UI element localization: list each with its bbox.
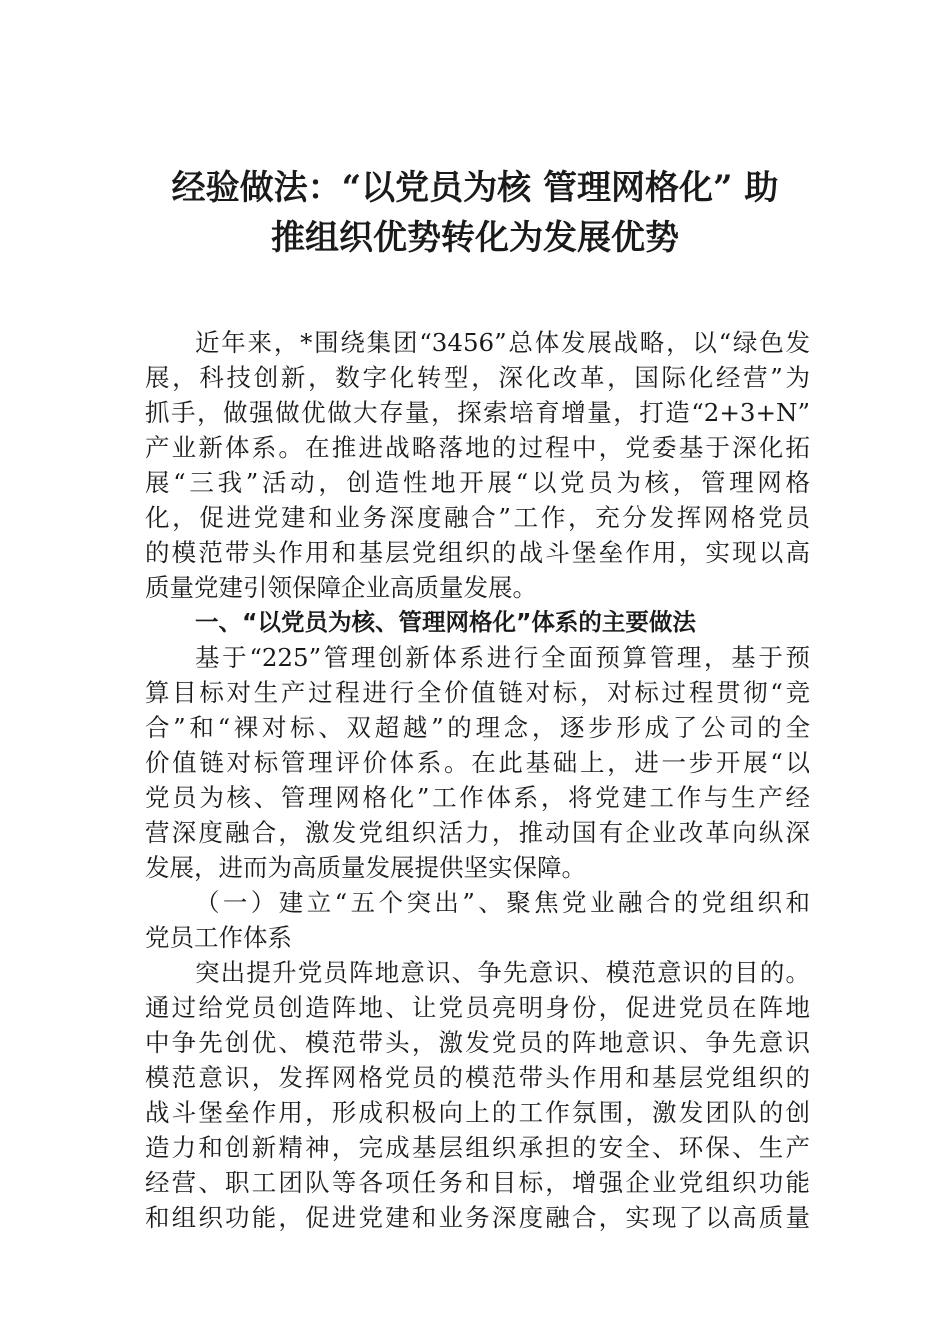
intro-paragraph	[145, 325, 810, 605]
paragraph-line: 化，促进党建和业务深度融合”工作，充分发挥网格党员	[145, 503, 810, 532]
paragraph-line: 中争先创优、模范带头，激发党员的阵地意识、争先意识	[145, 1028, 810, 1057]
paragraph-line: 战斗堡垒作用，形成积极向上的工作氛围，激发团队的创	[145, 1098, 810, 1127]
subsection-heading-line: （一）建立“五个突出”、聚焦党业融合的党组织和	[195, 888, 810, 917]
paragraph-line: 党员为核、管理网格化”工作体系，将党建工作与生产经	[145, 783, 810, 812]
paragraph-line: 营深度融合，激发党组织活力，推动国有企业改革向纵深	[145, 818, 810, 847]
section-heading: 一、“以党员为核、管理网格化”体系的主要做法	[195, 608, 696, 636]
document-body	[145, 325, 810, 1235]
paragraph-line: 合”和“裸对标、双超越”的理念，逐步形成了公司的全	[145, 713, 810, 742]
subsection-heading-line: 党员工作体系	[145, 923, 292, 952]
paragraph-line: 价值链对标管理评价体系。在此基础上，进一步开展“以	[145, 748, 810, 777]
subsection-heading	[145, 885, 810, 955]
paragraph-line: 的模范带头作用和基层党组织的战斗堡垒作用，实现以高	[145, 538, 810, 567]
document-title-line-2: 推组织优势转化为发展优势	[271, 218, 679, 258]
paragraph-line: 产业新体系。在推进战略落地的过程中，党委基于深化拓	[145, 433, 810, 462]
paragraph-line: 基于“225”管理创新体系进行全面预算管理，基于预	[195, 643, 810, 672]
paragraph-line: 质量党建引领保障企业高质量发展。	[145, 573, 537, 602]
section-1-paragraph	[145, 640, 810, 885]
paragraph-line: 展“三我”活动，创造性地开展“以党员为核，管理网格	[145, 468, 810, 497]
subsection-1-paragraph	[145, 955, 810, 1235]
paragraph-line: 造力和创新精神，完成基层组织承担的安全、环保、生产	[145, 1133, 810, 1162]
paragraph-line: 近年来，*围绕集团“3456”总体发展战略，以“绿色发	[195, 328, 810, 357]
paragraph-line: 突出提升党员阵地意识、争先意识、模范意识的目的。	[195, 958, 810, 987]
paragraph-line: 发展，进而为高质量发展提供坚实保障。	[145, 853, 586, 882]
paragraph-line: 展，科技创新，数字化转型，深化改革，国际化经营”为	[145, 363, 810, 392]
paragraph-line: 模范意识，发挥网格党员的模范带头作用和基层党组织的	[145, 1063, 810, 1092]
paragraph-line: 和组织功能，促进党建和业务深度融合，实现了以高质量	[145, 1203, 810, 1232]
paragraph-line: 算目标对生产过程进行全价值链对标，对标过程贯彻“竞	[145, 678, 810, 707]
paragraph-line: 经营、职工团队等各项任务和目标，增强企业党组织功能	[145, 1168, 810, 1197]
document-title-line-1: 经验做法：“以党员为核 管理网格化” 助	[171, 168, 779, 208]
paragraph-line: 抓手，做强做优做大存量，探索培育增量，打造“2+3+N”	[145, 398, 810, 427]
paragraph-line: 通过给党员创造阵地、让党员亮明身份，促进党员在阵地	[145, 993, 810, 1022]
